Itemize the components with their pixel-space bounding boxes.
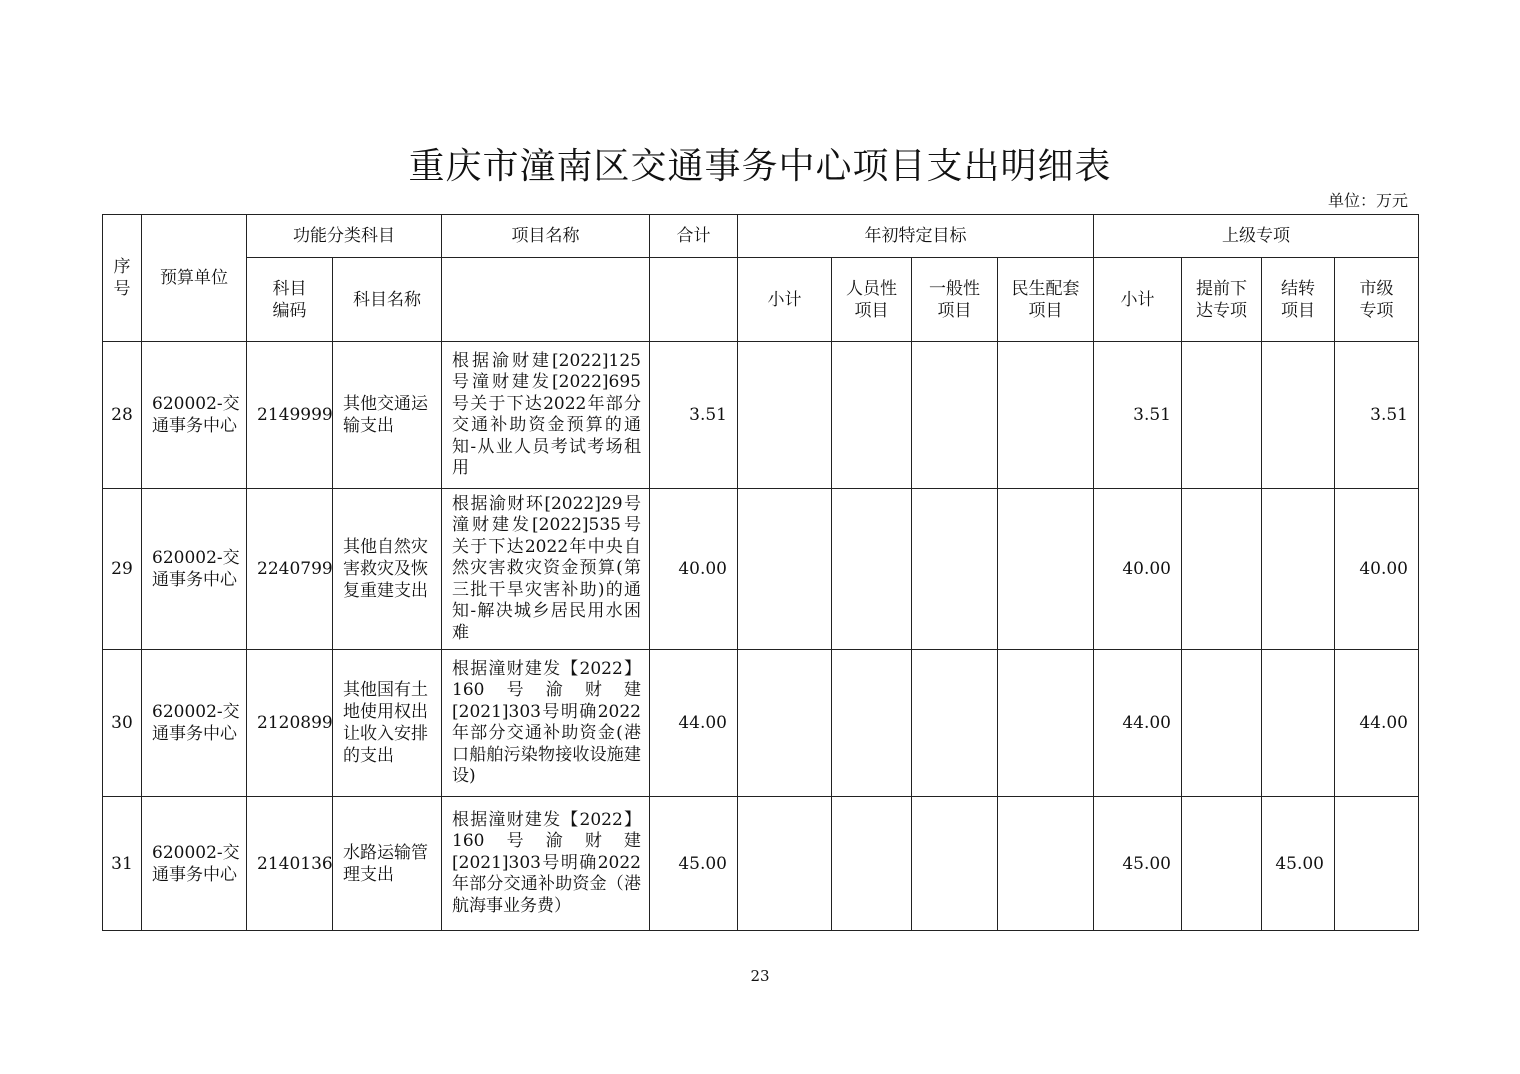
row-municipal — [1335, 797, 1419, 931]
row-subject-name: 其他国有土地使用权出让收入安排的支出 — [333, 650, 442, 797]
header-personnel: 人员性项目 — [832, 258, 912, 342]
header-superior-special: 上级专项 — [1094, 215, 1419, 258]
row-general — [912, 797, 998, 931]
header-subject-code: 科目编码 — [247, 258, 333, 342]
row-municipal: 44.00 — [1335, 650, 1419, 797]
header-project-name: 项目名称 — [442, 215, 650, 258]
row-budget-unit: 620002-交通事务中心 — [142, 650, 247, 797]
row-project-name: 根据渝财建[2022]125号潼财建发[2022]695号关于下达2022年部分交通补助资金预算的通知-从业人员考试考场租用 — [442, 342, 650, 489]
row-budget-unit: 620002-交通事务中心 — [142, 797, 247, 931]
row-municipal: 3.51 — [1335, 342, 1419, 489]
row-personnel — [832, 650, 912, 797]
header-general: 一般性项目 — [912, 258, 998, 342]
row-municipal: 40.00 — [1335, 489, 1419, 650]
header-superior-subtotal: 小计 — [1094, 258, 1182, 342]
row-subject-name: 其他自然灾害救灾及恢复重建支出 — [333, 489, 442, 650]
header-initial-target: 年初特定目标 — [738, 215, 1094, 258]
row-subject-name: 水路运输管理支出 — [333, 797, 442, 931]
row-general — [912, 342, 998, 489]
row-carryover — [1262, 650, 1335, 797]
row-carryover — [1262, 342, 1335, 489]
header-advance: 提前下达专项 — [1182, 258, 1262, 342]
page-number: 23 — [750, 967, 770, 985]
row-subject-code: 2240799 — [247, 489, 333, 650]
table-row — [103, 797, 1419, 931]
header-budget-unit: 预算单位 — [142, 215, 247, 342]
row-advance — [1182, 797, 1262, 931]
table-row — [103, 342, 1419, 489]
row-personnel — [832, 797, 912, 931]
header-municipal: 市级专项 — [1335, 258, 1419, 342]
row-superior-subtotal: 40.00 — [1094, 489, 1182, 650]
row-budget-unit: 620002-交通事务中心 — [142, 342, 247, 489]
row-superior-subtotal: 45.00 — [1094, 797, 1182, 931]
row-subject-name: 其他交通运输支出 — [333, 342, 442, 489]
row-total: 45.00 — [650, 797, 738, 931]
header-total-blank — [650, 258, 738, 342]
row-total: 40.00 — [650, 489, 738, 650]
unit-label: 单位：万元 — [1327, 191, 1408, 210]
header-initial-subtotal: 小计 — [738, 258, 832, 342]
row-livelihood — [998, 797, 1094, 931]
row-project-name: 根据潼财建发【2022】160号渝财建[2021]303号明确2022年部分交通补助资金（港航海事业务费） — [442, 797, 650, 931]
row-livelihood — [998, 489, 1094, 650]
row-advance — [1182, 489, 1262, 650]
header-subject-name: 科目名称 — [333, 258, 442, 342]
row-budget-unit: 620002-交通事务中心 — [142, 489, 247, 650]
header-project-name-blank — [442, 258, 650, 342]
row-seq: 30 — [103, 650, 142, 797]
row-seq: 28 — [103, 342, 142, 489]
header-seq: 序号 — [103, 215, 142, 342]
row-personnel — [832, 489, 912, 650]
row-carryover — [1262, 489, 1335, 650]
header-carryover: 结转项目 — [1262, 258, 1335, 342]
row-superior-subtotal: 3.51 — [1094, 342, 1182, 489]
row-general — [912, 489, 998, 650]
table-row — [103, 489, 1419, 650]
row-project-name: 根据渝财环[2022]29号潼财建发[2022]535号关于下达2022年中央自然灾害救灾资金预算(第三批干旱灾害补助)的通知-解决城乡居民用水困难 — [442, 489, 650, 650]
row-advance — [1182, 650, 1262, 797]
row-initial-subtotal — [738, 342, 832, 489]
row-advance — [1182, 342, 1262, 489]
row-initial-subtotal — [738, 797, 832, 931]
row-carryover: 45.00 — [1262, 797, 1335, 931]
row-seq: 29 — [103, 489, 142, 650]
row-subject-code: 2120899 — [247, 650, 333, 797]
row-general — [912, 650, 998, 797]
header-livelihood: 民生配套项目 — [998, 258, 1094, 342]
row-livelihood — [998, 342, 1094, 489]
header-total: 合计 — [650, 215, 738, 258]
row-superior-subtotal: 44.00 — [1094, 650, 1182, 797]
page-title: 重庆市潼南区交通事务中心项目支出明细表 — [408, 146, 1112, 187]
row-total: 44.00 — [650, 650, 738, 797]
row-livelihood — [998, 650, 1094, 797]
expenditure-table — [102, 214, 1419, 931]
table-row — [103, 650, 1419, 797]
row-subject-code: 2140136 — [247, 797, 333, 931]
header-func-class: 功能分类科目 — [247, 215, 442, 258]
row-initial-subtotal — [738, 489, 832, 650]
row-personnel — [832, 342, 912, 489]
row-project-name: 根据潼财建发【2022】160号渝财建[2021]303号明确2022年部分交通补助资金(港口船舶污染物接收设施建设) — [442, 650, 650, 797]
row-initial-subtotal — [738, 650, 832, 797]
row-seq: 31 — [103, 797, 142, 931]
row-subject-code: 2149999 — [247, 342, 333, 489]
row-total: 3.51 — [650, 342, 738, 489]
